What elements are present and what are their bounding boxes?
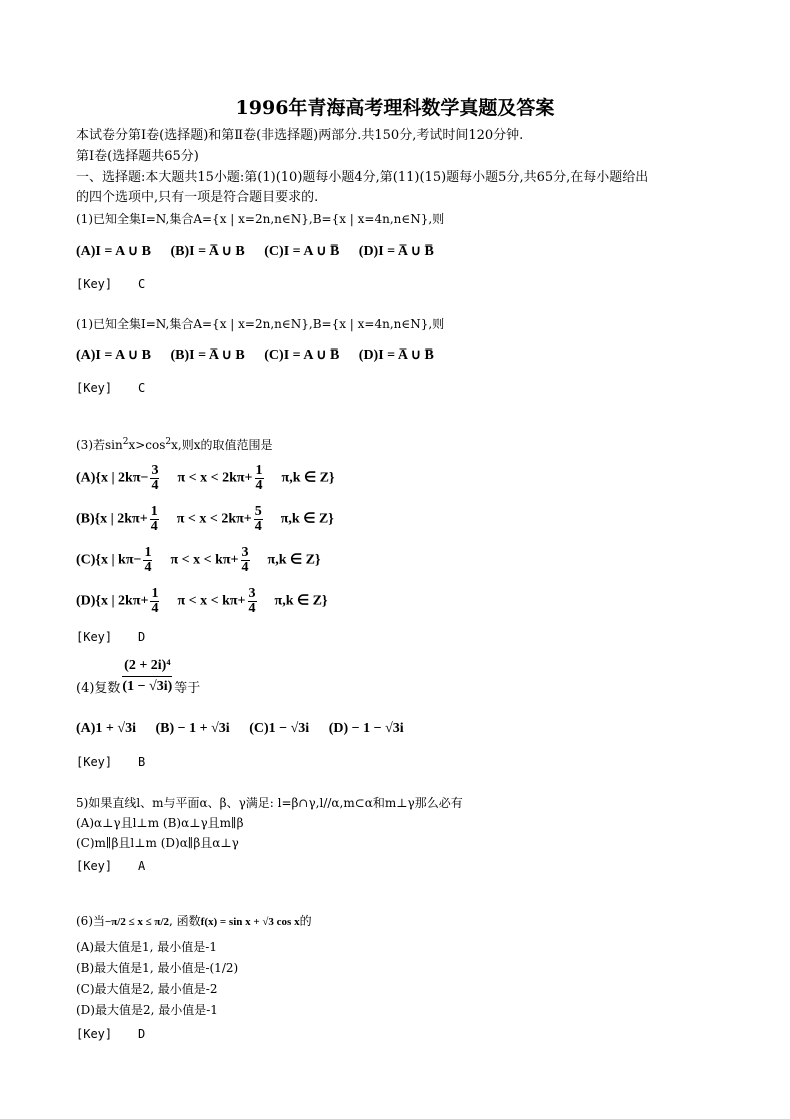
q3-a-pre: (A){x | 2kπ− bbox=[76, 470, 149, 486]
q6-prefix: (6)当 bbox=[76, 914, 105, 928]
q5-key-value: A bbox=[138, 859, 146, 873]
q3-d-den1: 4 bbox=[151, 601, 159, 616]
q3-a-num1: 3 bbox=[151, 463, 159, 478]
q3-stem-post: x,则x的取值范围是 bbox=[171, 438, 273, 452]
q6-key-label: [Key] bbox=[76, 1027, 113, 1041]
q3-c-mid: π < x < kπ+ bbox=[170, 552, 239, 568]
q3-d-num2: 3 bbox=[248, 586, 256, 601]
q6-function: f(x) = sin x + √3 cos x bbox=[200, 916, 300, 928]
q3-option-b bbox=[76, 505, 334, 534]
q3-a-num2: 1 bbox=[255, 463, 263, 478]
q3-b-mid: π < x < 2kπ+ bbox=[176, 511, 252, 527]
q6-condition: −π/2 ≤ x ≤ π/2 bbox=[105, 916, 170, 928]
q3-key-label: [Key] bbox=[76, 630, 113, 644]
q1-option-b: (B)I = A̅ ∪ B bbox=[170, 244, 245, 259]
q2-key-value: C bbox=[138, 381, 146, 395]
q1-key-value: C bbox=[138, 277, 146, 291]
q6-stem bbox=[76, 913, 312, 930]
q1-stem: (1)已知全集I=N,集合A={x | x=2n,n∈N},B={x | x=4n,n∈N},则 bbox=[76, 212, 445, 226]
q3-d-post: π,k ∈ Z} bbox=[274, 593, 328, 609]
q3-d-pre: (D){x | 2kπ+ bbox=[76, 593, 149, 609]
q3-d-den2: 4 bbox=[248, 601, 256, 616]
q4-option-c: (C)1 − √3i bbox=[249, 721, 310, 736]
intro-line-2: 第Ⅰ卷(选择题共65分) bbox=[76, 149, 199, 164]
q4-key-label: [Key] bbox=[76, 755, 113, 769]
q3-d-num1: 1 bbox=[151, 586, 159, 601]
q2-option-c: (C)I = A ∪ B̅ bbox=[264, 348, 340, 363]
q3-b-num2: 5 bbox=[254, 504, 262, 519]
q3-sup-2: 2 bbox=[165, 437, 172, 447]
q3-d-mid: π < x < kπ+ bbox=[177, 593, 246, 609]
intro-line-4: 的四个选项中,只有一项是符合题目要求的. bbox=[76, 190, 319, 205]
intro-line-3: 一、选择题:本大题共15小题:第(1)(10)题每小题4分,第(11)(15)题每小题5分,共65分,在每小题给出 bbox=[76, 170, 649, 185]
q1-option-d: (D)I = A̅ ∪ B̅ bbox=[358, 244, 434, 259]
q4-options bbox=[76, 721, 420, 737]
q3-c-pre: (C){x | kπ− bbox=[76, 552, 142, 568]
q6-suffix: 的 bbox=[299, 914, 312, 928]
q5-key bbox=[76, 859, 145, 873]
q3-c-post: π,k ∈ Z} bbox=[267, 552, 321, 568]
q6-key bbox=[76, 1027, 145, 1041]
q4-option-b: (B) − 1 + √3i bbox=[155, 721, 230, 736]
q6-option-c: (C)最大值是2, 最小值是-2 bbox=[76, 982, 218, 996]
q3-b-post: π,k ∈ Z} bbox=[280, 511, 334, 527]
q6-option-b: (B)最大值是1, 最小值是-(1/2) bbox=[76, 961, 239, 975]
q3-b-den1: 4 bbox=[150, 519, 158, 534]
q5-key-label: [Key] bbox=[76, 859, 113, 873]
q1-options bbox=[76, 243, 450, 260]
q4-option-a: (A)1 + √3i bbox=[76, 721, 136, 736]
q3-stem-pre: (3)若sin bbox=[76, 438, 123, 452]
page-title: 1996年青海高考理科数学真题及答案 bbox=[235, 97, 555, 119]
q3-b-num1: 1 bbox=[150, 504, 158, 519]
q3-a-mid: π < x < 2kπ+ bbox=[177, 470, 253, 486]
q4-numerator: (2 + 2i)⁴ bbox=[122, 656, 172, 677]
q2-option-a: (A)I = A ∪ B bbox=[76, 348, 152, 363]
q3-a-post: π,k ∈ Z} bbox=[281, 470, 335, 486]
q3-key-value: D bbox=[138, 630, 146, 644]
q3-stem bbox=[76, 434, 273, 453]
q2-key-label: [Key] bbox=[76, 381, 113, 395]
q4-option-d: (D) − 1 − √3i bbox=[328, 721, 404, 736]
q5-line-2: (A)α⊥γ且l⊥m (B)α⊥γ且m∥β bbox=[76, 816, 244, 830]
q3-c-den2: 4 bbox=[241, 560, 249, 575]
q1-key bbox=[76, 277, 145, 291]
q5-stem: 5)如果直线l、m与平面α、β、γ满足: l=β∩γ,l//α,m⊂α和m⊥γ那么必有 bbox=[76, 796, 463, 810]
q1-option-c: (C)I = A ∪ B̅ bbox=[264, 244, 340, 259]
q3-a-den1: 4 bbox=[151, 478, 159, 493]
q3-key bbox=[76, 630, 145, 644]
q6-option-a: (A)最大值是1, 最小值是-1 bbox=[76, 940, 217, 954]
q6-mid: , 函数 bbox=[169, 914, 201, 928]
q3-option-a bbox=[76, 464, 335, 493]
q3-b-pre: (B){x | 2kπ+ bbox=[76, 511, 148, 527]
q2-option-d: (D)I = A̅ ∪ B̅ bbox=[358, 348, 434, 363]
q4-stem bbox=[76, 656, 200, 697]
q4-key bbox=[76, 755, 145, 769]
q1-option-a: (A)I = A ∪ B bbox=[76, 244, 152, 259]
q3-c-den1: 4 bbox=[144, 560, 152, 575]
q3-a-den2: 4 bbox=[255, 478, 263, 493]
q3-sup-1: 2 bbox=[122, 437, 129, 447]
q4-suffix: 等于 bbox=[174, 680, 201, 696]
q6-key-value: D bbox=[138, 1027, 146, 1041]
q4-key-value: B bbox=[138, 755, 146, 769]
q4-denominator: (1 − √3i) bbox=[122, 679, 173, 694]
q1-key-label: [Key] bbox=[76, 277, 113, 291]
q4-prefix: (4)复数 bbox=[76, 680, 121, 696]
q3-b-den2: 4 bbox=[254, 519, 262, 534]
intro-line-1: 本试卷分第Ⅰ卷(选择题)和第Ⅱ卷(非选择题)两部分.共150分,考试时间120分钟. bbox=[76, 128, 524, 143]
q3-option-c bbox=[76, 546, 321, 575]
q5-line-3: (C)m∥β且l⊥m (D)α∥β且α⊥γ bbox=[76, 836, 239, 850]
q2-options bbox=[76, 347, 450, 364]
q3-c-num2: 3 bbox=[241, 545, 249, 560]
q2-option-b: (B)I = A̅ ∪ B bbox=[170, 348, 245, 363]
q2-key bbox=[76, 381, 145, 395]
q3-stem-mid: x>cos bbox=[128, 438, 166, 452]
q3-option-d bbox=[76, 587, 328, 616]
q2-stem: (1)已知全集I=N,集合A={x | x=2n,n∈N},B={x | x=4n,n∈N},则 bbox=[76, 317, 445, 331]
q3-c-num1: 1 bbox=[144, 545, 152, 560]
q6-option-d: (D)最大值是2, 最小值是-1 bbox=[76, 1003, 218, 1017]
